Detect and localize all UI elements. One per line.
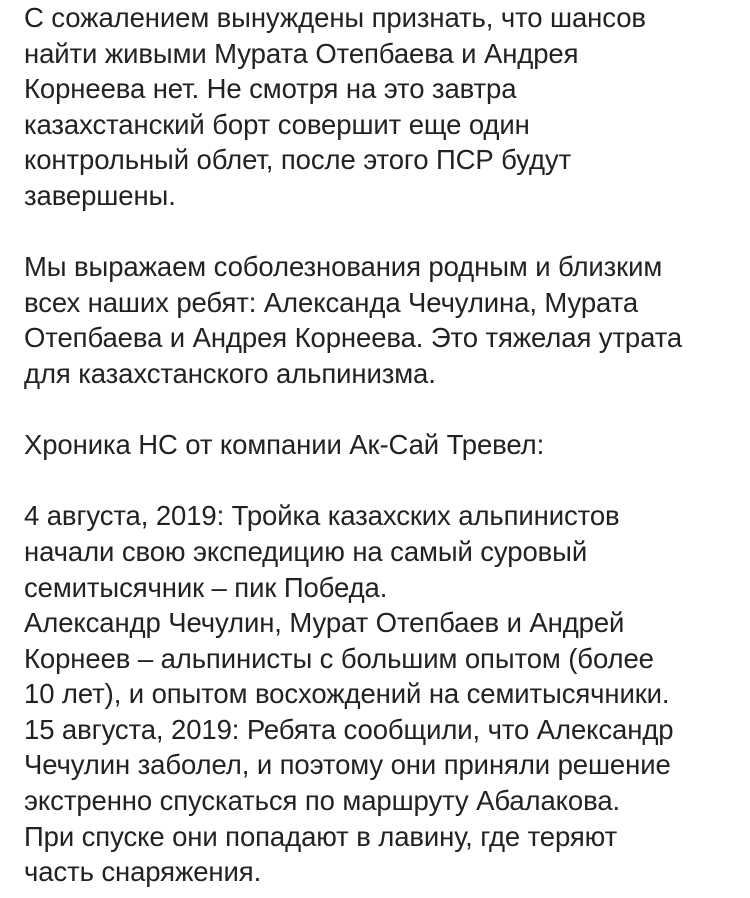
paragraph-search-status <box>24 0 736 214</box>
post-text <box>24 0 736 890</box>
text-line: 10 лет), и опытом восхождений на семитысячники. <box>24 678 670 710</box>
text-line: Чечулин заболел, и поэтому они приняли решение <box>24 749 671 781</box>
text-line: найти живыми Мурата Отепбаева и Андрея <box>24 37 579 69</box>
text-line: Александр Чечулин, Мурат Отепбаев и Андрей <box>24 607 625 639</box>
text-line: часть снаряжения. <box>24 856 262 888</box>
text-line: завершены. <box>24 179 176 211</box>
text-line: Корнеева нет. Не смотря на это завтра <box>24 73 517 105</box>
text-line: казахстанский борт совершит еще один <box>24 108 530 140</box>
text-line: Отепбаева и Андрея Корнеева. Это тяжелая утрата <box>24 322 683 354</box>
text-line: 4 августа, 2019: Тройка казахских альпинистов <box>24 500 620 532</box>
text-line: экстренно спускаться по маршруту Абалакова. <box>24 785 621 817</box>
paragraph-chronicle-heading <box>24 427 736 463</box>
paragraph-chronicle <box>24 498 736 890</box>
text-line: Хроника НС от компании Ак-Сай Тревел: <box>24 429 545 461</box>
text-line: начали свою экспедицию на самый суровый <box>24 535 588 567</box>
text-line: При спуске они попадают в лавину, где теряют <box>24 820 618 852</box>
paragraph-condolences <box>24 249 736 391</box>
text-line: контрольный облет, после этого ПСР будут <box>24 144 572 176</box>
text-line: Корнеев – альпинисты с большим опытом (более <box>24 642 654 674</box>
text-line: для казахстанского альпинизма. <box>24 357 436 389</box>
text-line: семитысячник – пик Победа. <box>24 571 388 603</box>
text-line: С сожалением вынуждены признать, что шансов <box>24 2 646 33</box>
text-line: всех наших ребят: Александа Чечулина, Мурата <box>24 286 639 318</box>
text-line: 15 августа, 2019: Ребята сообщили, что Александр <box>24 713 674 745</box>
text-line: Мы выражаем соболезнования родным и близким <box>24 251 663 283</box>
